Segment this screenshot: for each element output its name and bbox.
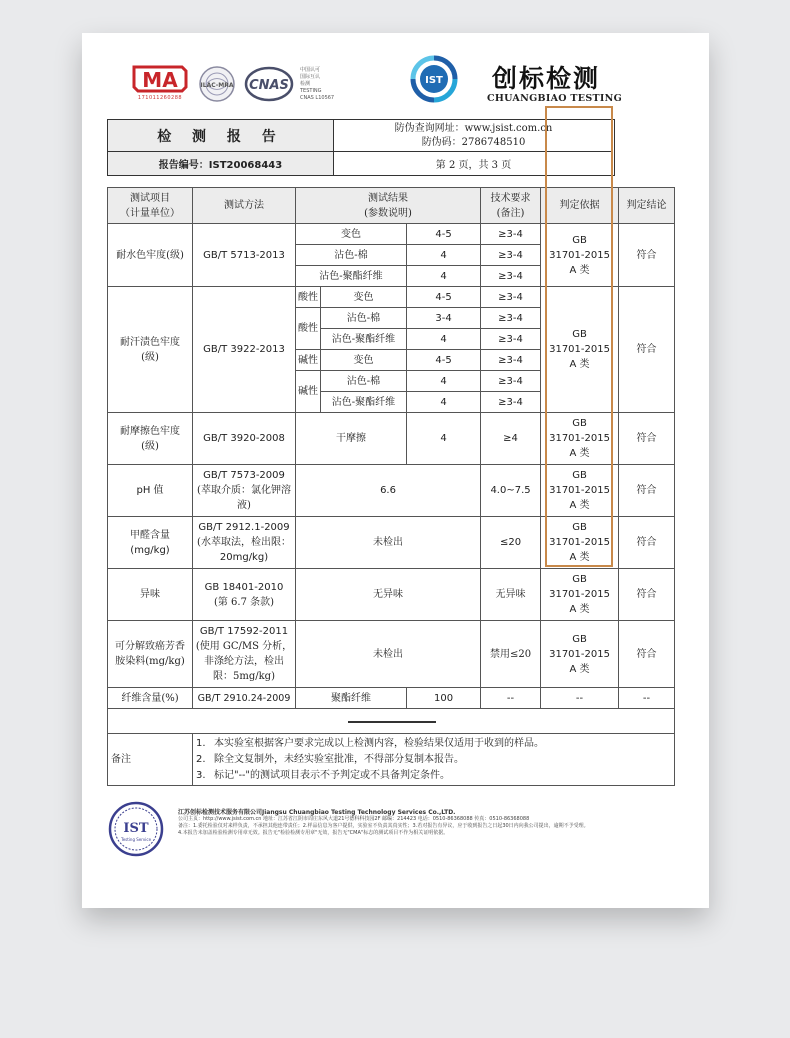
basis-line: 31701-2015 [549, 537, 610, 548]
basis-cell [541, 287, 619, 413]
req-cell: 禁用≤20 [481, 621, 541, 688]
table-row [108, 287, 675, 308]
item-cell [108, 413, 193, 465]
value-cell: 100 [407, 688, 481, 709]
value-cell: 6.6 [296, 465, 481, 517]
value-cell: 4 [407, 371, 481, 392]
report-sheet [82, 33, 709, 908]
item-cell: 纤维含量(%) [108, 688, 193, 709]
header-requirement [481, 188, 541, 224]
footer-line: 公司主页：http://www.jsist.com.cn 地址：江苏省江阴市周庄东风大道21号德科科技园2F 邮编：214423 电话：0510-86368088 传真：0510-86368088 [178, 816, 530, 822]
basis-line: 31701-2015 [549, 648, 610, 660]
method-cell: GB/T 2910.24-2009 [193, 688, 296, 709]
item-cell [108, 621, 193, 688]
method-line: (第 6.7 条款) [213, 596, 275, 608]
method-cell [193, 569, 296, 621]
basis-line: A 类 [569, 552, 590, 563]
notes-label: 备注 [108, 734, 193, 786]
report-number: 报告编号：IST20068443 [108, 152, 334, 175]
cnas-logo [244, 65, 294, 103]
header-result [296, 188, 481, 224]
param-cell: 沾色-棉 [321, 308, 407, 329]
footer-line: 4.本报告未加盖检验检测专用章无效。报告无"检验检测专用章"无效，报告无"CMA"标志的测试项目不作为相关证明依据。 [178, 830, 449, 836]
basis-line: 31701-2015 [549, 485, 610, 496]
method-line: GB/T 7573-2009 [203, 470, 285, 481]
cma-text: MA [142, 68, 178, 92]
cnas-caption-line: CNAS L10567 [300, 95, 335, 101]
item-cell: pH 值 [108, 465, 193, 517]
ilac-text: ILAC-MRA [200, 82, 234, 89]
ist-brand-logo [410, 55, 458, 103]
ist-logo-text: IST [425, 75, 443, 86]
method-line: 限：5mg/kg) [213, 671, 275, 682]
value-cell: 4 [407, 392, 481, 413]
basis-line: 31701-2015 [549, 589, 610, 600]
header-item [108, 188, 193, 224]
basis-cell [541, 224, 619, 287]
basis-line: A 类 [569, 359, 590, 370]
basis-line: GB [572, 574, 587, 585]
verify-info [334, 120, 613, 152]
item-cell: 耐水色牢度(级) [108, 224, 193, 287]
req-cell: -- [481, 688, 541, 709]
value-cell: 4 [407, 329, 481, 350]
basis-line: A 类 [569, 500, 590, 511]
basis-line: GB [572, 522, 587, 533]
req-cell: ≥3-4 [481, 329, 541, 350]
note-number: 1. [196, 737, 206, 749]
method-line: GB/T 17592-2011 [199, 626, 289, 637]
value-cell: 未检出 [296, 517, 481, 569]
footer-company: 江苏创标检测技术服务有限公司Jiangsu Chuangbiao Testing Technology Services Co.,LTD. [178, 809, 456, 816]
basis-line: GB [572, 633, 587, 645]
note-text: 标记"--"的测试项目表示不予判定或不具备判定条件。 [214, 769, 450, 781]
note-text: 本实验室根据客户要求完成以上检测内容，检验结果仅适用于收到的样品。 [214, 737, 544, 749]
table-row [108, 413, 675, 465]
value-cell: 3-4 [407, 308, 481, 329]
verify-url: 防伪查询网址：www.jsist.com.cn [394, 122, 553, 134]
item-line: 耐摩擦色牢度 [120, 425, 180, 437]
cnas-caption-line: 检测 [300, 81, 311, 87]
basis-cell: -- [541, 688, 619, 709]
item-line: (mg/kg) [130, 544, 170, 556]
header-method: 测试方法 [193, 188, 296, 224]
item-line: (级) [141, 351, 159, 363]
method-cell: GB/T 5713-2013 [193, 224, 296, 287]
param-cell: 聚酯纤维 [296, 688, 407, 709]
value-cell: 4-5 [407, 224, 481, 245]
header-basis: 判定依据 [541, 188, 619, 224]
item-line: 耐汗渍色牢度 [120, 336, 180, 348]
req-cell: ≤20 [481, 517, 541, 569]
basis-line: A 类 [569, 663, 590, 675]
header-conclusion: 判定结论 [619, 188, 675, 224]
test-results-table [107, 187, 674, 786]
method-cell: GB/T 3920-2008 [193, 413, 296, 465]
note-number: 3. [196, 769, 206, 781]
table-row [108, 465, 675, 517]
method-line: 非涤纶方法，检出 [204, 656, 284, 667]
cnas-text: CNAS [249, 78, 289, 93]
value-cell: 4 [407, 413, 481, 465]
table-row [108, 688, 675, 709]
req-cell: 4.0~7.5 [481, 465, 541, 517]
alkali-label: 碱性 [296, 371, 321, 413]
header-req-sub: (备注) [496, 207, 525, 219]
note-number: 2. [196, 753, 206, 765]
param-cell: 沾色-聚酯纤维 [321, 329, 407, 350]
note-line [196, 768, 672, 784]
param-cell: 变色 [296, 224, 407, 245]
basis-line: 31701-2015 [549, 433, 610, 444]
param-cell: 变色 [321, 287, 407, 308]
basis-line: A 类 [569, 448, 590, 459]
basis-cell [541, 517, 619, 569]
value-cell: 4 [407, 266, 481, 287]
req-cell: ≥3-4 [481, 308, 541, 329]
method-cell [193, 517, 296, 569]
cma-logo [128, 61, 192, 105]
notes-row [108, 734, 675, 786]
item-line: 可分解致癌芳香 [115, 641, 185, 652]
table-row [108, 621, 675, 688]
separator-line [348, 721, 436, 723]
brand-name-cn: 创标检测 [492, 64, 601, 93]
basis-line: 31701-2015 [549, 249, 610, 261]
req-cell: ≥3-4 [481, 287, 541, 308]
basis-cell [541, 465, 619, 517]
method-line: (水萃取法，检出限： [197, 537, 291, 548]
value-cell: 无异味 [296, 569, 481, 621]
verify-code: 防伪码：2786748510 [421, 136, 526, 148]
footer-line: 备注：1.委托检验仅对来样负责，不承担其他连带责任；2.样品信息为客户提供，实验室不负责其真实性；3.若对报告有异议，应于收到报告之日起30日内向我公司提出，逾期不予受理。 [178, 823, 589, 829]
note-text: 除全文复制外，未经实验室批准，不得部分复制本报告。 [214, 753, 464, 765]
req-cell: 无异味 [481, 569, 541, 621]
table-row [108, 224, 675, 245]
note-line [196, 736, 672, 752]
param-cell: 干摩擦 [296, 413, 407, 465]
req-cell: ≥4 [481, 413, 541, 465]
conclusion-cell: 符合 [619, 287, 675, 413]
basis-cell [541, 621, 619, 688]
param-cell: 沾色-聚酯纤维 [296, 266, 407, 287]
param-cell: 沾色-聚酯纤维 [321, 392, 407, 413]
cnas-caption [300, 67, 334, 102]
method-cell [193, 465, 296, 517]
basis-line: GB [572, 418, 587, 429]
ilac-mra-logo [198, 65, 236, 103]
cnas-caption-line: 国际互认 [300, 74, 321, 80]
certification-logos [128, 61, 388, 105]
item-line: 胺染料(mg/kg) [115, 656, 185, 667]
basis-line: GB [572, 470, 587, 481]
req-cell: ≥3-4 [481, 392, 541, 413]
table-row [108, 517, 675, 569]
item-line: (级) [141, 440, 159, 452]
req-cell: ≥3-4 [481, 245, 541, 266]
stamp-text: IST [123, 821, 149, 836]
method-line: (萃取介质：氯化钾溶 [197, 485, 291, 496]
method-line: GB 18401-2010 [204, 581, 284, 593]
table-header-row [108, 188, 675, 224]
report-header-box [107, 119, 615, 176]
method-line: 20mg/kg) [219, 552, 269, 563]
item-line: 甲醛含量 [130, 529, 170, 541]
ist-stamp [108, 801, 164, 857]
brand-name-en: CHUANGBIAO TESTING [487, 93, 623, 104]
basis-line: GB [572, 329, 587, 340]
report-title: 检 测 报 告 [108, 120, 334, 152]
param-cell: 沾色-棉 [296, 245, 407, 266]
value-cell: 4 [407, 245, 481, 266]
stamp-subtext: Testing Service [120, 837, 152, 842]
acid-label: 酸性 [296, 287, 321, 308]
cnas-caption-line: 中国认可 [300, 67, 321, 73]
basis-line: 31701-2015 [549, 344, 610, 355]
item-cell: 异味 [108, 569, 193, 621]
method-cell [193, 621, 296, 688]
page-indicator: 第 2 页，共 3 页 [435, 160, 512, 171]
conclusion-cell: 符合 [619, 224, 675, 287]
conclusion-cell: -- [619, 688, 675, 709]
table-row [108, 569, 675, 621]
conclusion-cell: 符合 [619, 413, 675, 465]
param-cell: 变色 [321, 350, 407, 371]
cma-number: 171011260288 [137, 95, 183, 101]
header-req-label: 技术要求 [490, 192, 531, 204]
conclusion-cell: 符合 [619, 517, 675, 569]
value-cell: 4-5 [407, 287, 481, 308]
req-cell: ≥3-4 [481, 350, 541, 371]
req-cell: ≥3-4 [481, 224, 541, 245]
conclusion-cell: 符合 [619, 569, 675, 621]
acid-label: 酸性 [296, 308, 321, 350]
header-result-sub: (参数说明) [364, 207, 412, 219]
method-line: 液) [237, 500, 251, 511]
item-cell [108, 287, 193, 413]
basis-cell [541, 569, 619, 621]
req-cell: ≥3-4 [481, 371, 541, 392]
conclusion-cell: 符合 [619, 621, 675, 688]
method-line: (使用 GC/MS 分析， [195, 641, 293, 652]
param-cell: 沾色-棉 [321, 371, 407, 392]
req-cell: ≥3-4 [481, 266, 541, 287]
notes-content [193, 734, 675, 786]
method-cell: GB/T 3922-2013 [193, 287, 296, 413]
alkali-label: 碱性 [296, 350, 321, 371]
header-item-label: 测试项目 [130, 192, 170, 204]
conclusion-cell: 符合 [619, 465, 675, 517]
item-cell [108, 517, 193, 569]
basis-cell [541, 413, 619, 465]
cnas-caption-line: TESTING [300, 88, 322, 94]
header-item-sub: （计量单位） [120, 207, 180, 219]
basis-line: A 类 [569, 264, 590, 276]
value-cell: 4-5 [407, 350, 481, 371]
footer-info [178, 809, 688, 837]
method-line: GB/T 2912.1-2009 [198, 522, 290, 533]
header-result-label: 测试结果 [368, 192, 409, 204]
value-cell: 未检出 [296, 621, 481, 688]
note-line [196, 752, 672, 768]
basis-line: GB [572, 234, 587, 246]
basis-line: A 类 [569, 604, 590, 615]
